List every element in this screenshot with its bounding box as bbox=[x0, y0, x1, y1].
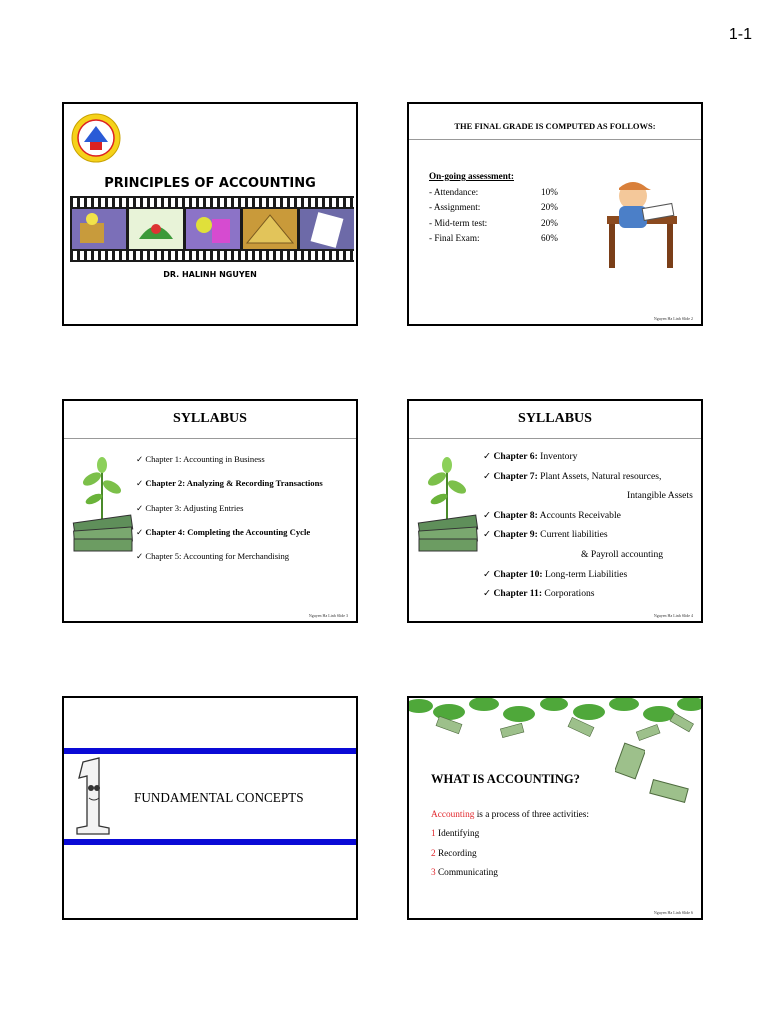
syllabus-slide-1[interactable] bbox=[62, 399, 358, 623]
definition-text: Accounting is a process of three activities: bbox=[431, 810, 589, 820]
concepts-slide[interactable] bbox=[62, 696, 358, 920]
list-item-continuation: & Payroll accounting bbox=[581, 548, 664, 560]
slide-title: THE FINAL GRADE IS COMPUTED AS FOLLOWS: bbox=[454, 121, 656, 131]
divider bbox=[64, 438, 356, 439]
slide-title: FUNDAMENTAL CONCEPTS bbox=[134, 790, 304, 805]
what-is-accounting-slide[interactable] bbox=[407, 696, 703, 920]
slide-footer: Nguyen Ha Linh Slide 2 bbox=[653, 316, 693, 321]
author-name: DR. HALINH NGUYEN bbox=[163, 270, 257, 279]
list-item: - Attendance: 10% bbox=[429, 186, 558, 197]
list-item: ✓ Chapter 10: Long-term Liabilities bbox=[483, 568, 628, 580]
chapter-list bbox=[136, 454, 323, 575]
list-item: - Mid-term test: 20% bbox=[429, 217, 558, 228]
list-item: 2 Recording bbox=[431, 848, 477, 859]
divider bbox=[409, 139, 701, 140]
list-item: ✓ Chapter 6: Inventory bbox=[483, 451, 578, 462]
slide-title: PRINCIPLES OF ACCOUNTING bbox=[104, 176, 316, 191]
slide-footer: Nguyen Ha Linh Slide 4 bbox=[653, 613, 693, 618]
list-item: ✓ Chapter 11: Corporations bbox=[483, 588, 595, 600]
slide-title: SYLLABUS bbox=[518, 411, 592, 426]
list-item: ✓ Chapter 7: Plant Assets, Natural resources, bbox=[483, 470, 662, 482]
student-cartoon bbox=[599, 176, 691, 272]
filmstrip-image bbox=[70, 196, 354, 262]
list-item: 3 Communicating bbox=[431, 868, 498, 879]
money-plant-icon bbox=[415, 457, 479, 555]
title-slide[interactable] bbox=[62, 102, 358, 326]
dollar-bill-icon bbox=[647, 778, 693, 806]
list-item: ✓ Chapter 4: Completing the Accounting Cycle bbox=[136, 526, 311, 537]
list-item-continuation: Intangible Assets bbox=[627, 490, 693, 502]
list-item: ✓ Chapter 5: Accounting for Merchandising bbox=[136, 551, 290, 562]
list-item: ✓ Chapter 1: Accounting in Business bbox=[136, 454, 265, 464]
list-item: - Assignment: 20% bbox=[429, 202, 558, 212]
blue-bar bbox=[64, 748, 356, 754]
list-item: 1 Identifying bbox=[431, 829, 480, 840]
grade-slide[interactable] bbox=[407, 102, 703, 326]
page-number: 1-1 bbox=[728, 26, 752, 43]
divider bbox=[409, 438, 701, 439]
slide-footer: Nguyen Ha Linh Slide 3 bbox=[308, 613, 348, 618]
list-item: - Final Exam: 60% bbox=[429, 233, 558, 243]
list-item: ✓ Chapter 2: Analyzing & Recording Transactions bbox=[136, 478, 323, 489]
university-logo bbox=[70, 112, 122, 164]
chapter-list bbox=[483, 451, 693, 608]
syllabus-slide-2[interactable] bbox=[407, 399, 703, 623]
slide-title: SYLLABUS bbox=[173, 411, 247, 426]
list-item: ✓ Chapter 3: Adjusting Entries bbox=[136, 502, 244, 513]
blue-bar bbox=[64, 839, 356, 845]
dollar-bill-icon bbox=[615, 740, 645, 780]
assessment-list bbox=[429, 169, 558, 247]
money-plant-icon bbox=[70, 457, 134, 555]
number-one-cartoon-icon bbox=[69, 756, 121, 836]
list-item: ✓ Chapter 9: Current liabilities bbox=[483, 529, 608, 541]
slide-footer: Nguyen Ha Linh Slide 6 bbox=[653, 910, 693, 915]
definition-list bbox=[431, 806, 589, 884]
list-item: ✓ Chapter 8: Accounts Receivable bbox=[483, 509, 621, 521]
assessment-heading: On-going assessment: bbox=[429, 171, 514, 181]
money-leaves-banner bbox=[409, 698, 701, 750]
slide-title: WHAT IS ACCOUNTING? bbox=[431, 772, 580, 786]
